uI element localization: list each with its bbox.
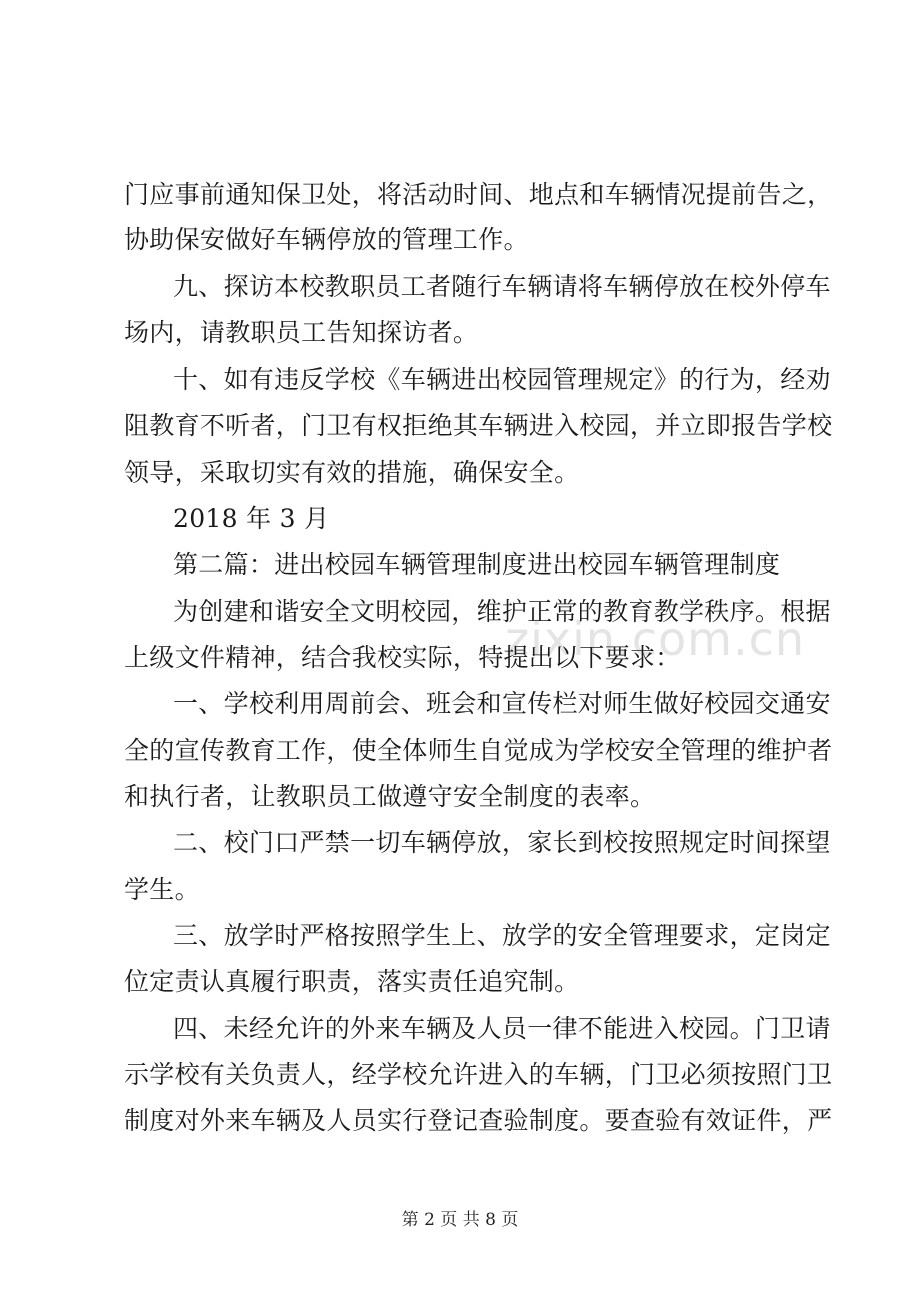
section-heading: 第二篇：进出校园车辆管理制度进出校园车辆管理制度 — [173, 550, 781, 579]
paragraph-line: 上级文件精神，结合我校实际，特提出以下要求： — [124, 643, 681, 672]
paragraph-line: 示学校有关负责人，经学校允许进入的车辆，门卫必须按照门卫 — [124, 1060, 833, 1089]
paragraph-line: 四、未经允许的外来车辆及人员一律不能进入校园。门卫请 — [173, 1014, 831, 1043]
paragraph-line: 二、校门口严禁一切车辆停放，家长到校按照规定时间探望 — [173, 828, 831, 857]
paragraph-line: 场内，请教职员工告知探访者。 — [124, 318, 479, 347]
date-line: 2018 年 3 月 — [173, 504, 330, 533]
paragraph-line: 领导，采取切实有效的措施，确保安全。 — [124, 458, 580, 487]
paragraph-line: 全的宣传教育工作，使全体师生自觉成为学校安全管理的维护者 — [124, 736, 833, 765]
paragraph-line: 阻教育不听者，门卫有权拒绝其车辆进入校园，并立即报告学校 — [124, 411, 833, 440]
paragraph-line: 学生。 — [124, 875, 200, 904]
paragraph-line: 十、如有违反学校《车辆进出校园管理规定》的行为，经劝 — [173, 365, 831, 394]
paragraph-line: 九、探访本校教职员工者随行车辆请将车辆停放在校外停车 — [173, 272, 831, 301]
page-footer: 第 2 页 共 8 页 — [401, 1210, 519, 1230]
paragraph-line: 协助保安做好车辆停放的管理工作。 — [124, 225, 529, 254]
paragraph-line: 位定责认真履行职责，落实责任追究制。 — [124, 967, 580, 996]
watermark: zixin.com.cn — [505, 612, 806, 666]
paragraph-line: 一、学校利用周前会、班会和宣传栏对师生做好校园交通安 — [173, 689, 831, 718]
paragraph-line: 和执行者，让教职员工做遵守安全制度的表率。 — [124, 782, 656, 811]
paragraph-line: 门应事前通知保卫处，将活动时间、地点和车辆情况提前告之， — [124, 180, 833, 209]
paragraph-line: 三、放学时严格按照学生上、放学的安全管理要求，定岗定 — [173, 921, 831, 950]
paragraph-line: 制度对外来车辆及人员实行登记查验制度。要查验有效证件，严 — [124, 1106, 833, 1135]
paragraph-line: 为创建和谐安全文明校园，维护正常的教育教学秩序。根据 — [173, 597, 831, 626]
